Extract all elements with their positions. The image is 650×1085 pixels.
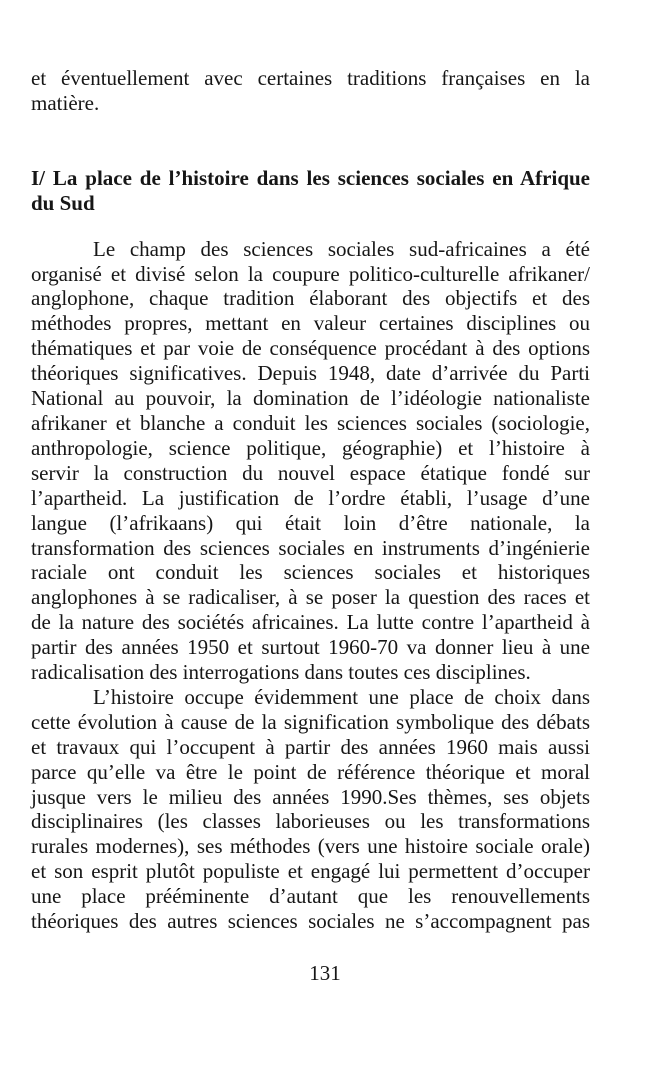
text-line: thématiques et par voie de conséquence procédant à des options: [31, 336, 590, 361]
text-line: langue (l’afrikaans) qui était loin d’être nationale, la: [31, 510, 590, 535]
text-column: [31, 66, 590, 934]
body-paragraph-1: [31, 237, 590, 685]
text-line: jusque vers le milieu des années 1990.Ses thèmes, ses objets: [31, 784, 590, 809]
page-number: 131: [309, 961, 341, 985]
text-line: National au pouvoir, la domination de l’idéologie nationaliste: [31, 386, 590, 411]
text-line: servir la construction du nouvel espace étatique fondé sur: [31, 460, 590, 485]
text-line: I/ La place de l’histoire dans les sciences sociales en Afrique: [31, 165, 590, 190]
text-line: L’histoire occupe évidemment une place de choix dans: [93, 684, 590, 709]
text-line: et travaux qui l’occupent à partir des années 1960 mais aussi: [31, 734, 590, 759]
text-line: parce qu’elle va être le point de référence théorique et moral: [31, 759, 590, 784]
text-line: organisé et divisé selon la coupure politico-culturelle afrikaner/: [31, 261, 590, 286]
body-paragraph-2: [31, 685, 590, 934]
text-line: et son esprit plutôt populiste et engagé lui permettent d’occuper: [31, 859, 590, 884]
text-line: Le champ des sciences sociales sud-africaines a été: [93, 236, 590, 261]
text-line: de la nature des sociétés africaines. La lutte contre l’apartheid à: [31, 610, 590, 635]
text-line: cette évolution à cause de la signification symbolique des débats: [31, 709, 590, 734]
text-line: méthodes propres, mettant en valeur certaines disciplines ou: [31, 311, 590, 336]
intro-paragraph: [31, 66, 590, 116]
section-heading: [31, 166, 590, 216]
text-line: radicalisation des interrogations dans toutes ces disciplines.: [31, 660, 531, 685]
text-line: anthropologie, science politique, géographie) et l’histoire à: [31, 435, 590, 460]
text-line: l’apartheid. La justification de l’ordre établi, l’usage d’une: [31, 485, 590, 510]
text-line: partir des années 1950 et surtout 1960-70 va donner lieu à une: [31, 635, 590, 660]
text-line: transformation des sciences sociales en instruments d’ingénierie: [31, 535, 590, 560]
text-line: anglophone, chaque tradition élaborant des objectifs et des: [31, 286, 590, 311]
text-line: raciale ont conduit les sciences sociales et historiques: [31, 560, 590, 585]
text-line: du Sud: [31, 190, 95, 215]
text-line: une place prééminente d’autant que les renouvellements: [31, 884, 590, 909]
text-line: théoriques significatives. Depuis 1948, date d’arrivée du Parti: [31, 361, 590, 386]
text-line: et éventuellement avec certaines traditions françaises en la: [31, 66, 590, 90]
text-line: rurales modernes), ses méthodes (vers une histoire sociale orale): [31, 834, 590, 859]
text-line: théoriques des autres sciences sociales ne s’accompagnent pas: [31, 909, 590, 934]
text-line: anglophones à se radicaliser, à se poser la question des races et: [31, 585, 590, 610]
text-line: disciplinaires (les classes laborieuses ou les transformations: [31, 809, 590, 834]
text-line: matière.: [31, 90, 100, 115]
text-line: afrikaner et blanche a conduit les sciences sociales (sociologie,: [31, 410, 590, 435]
